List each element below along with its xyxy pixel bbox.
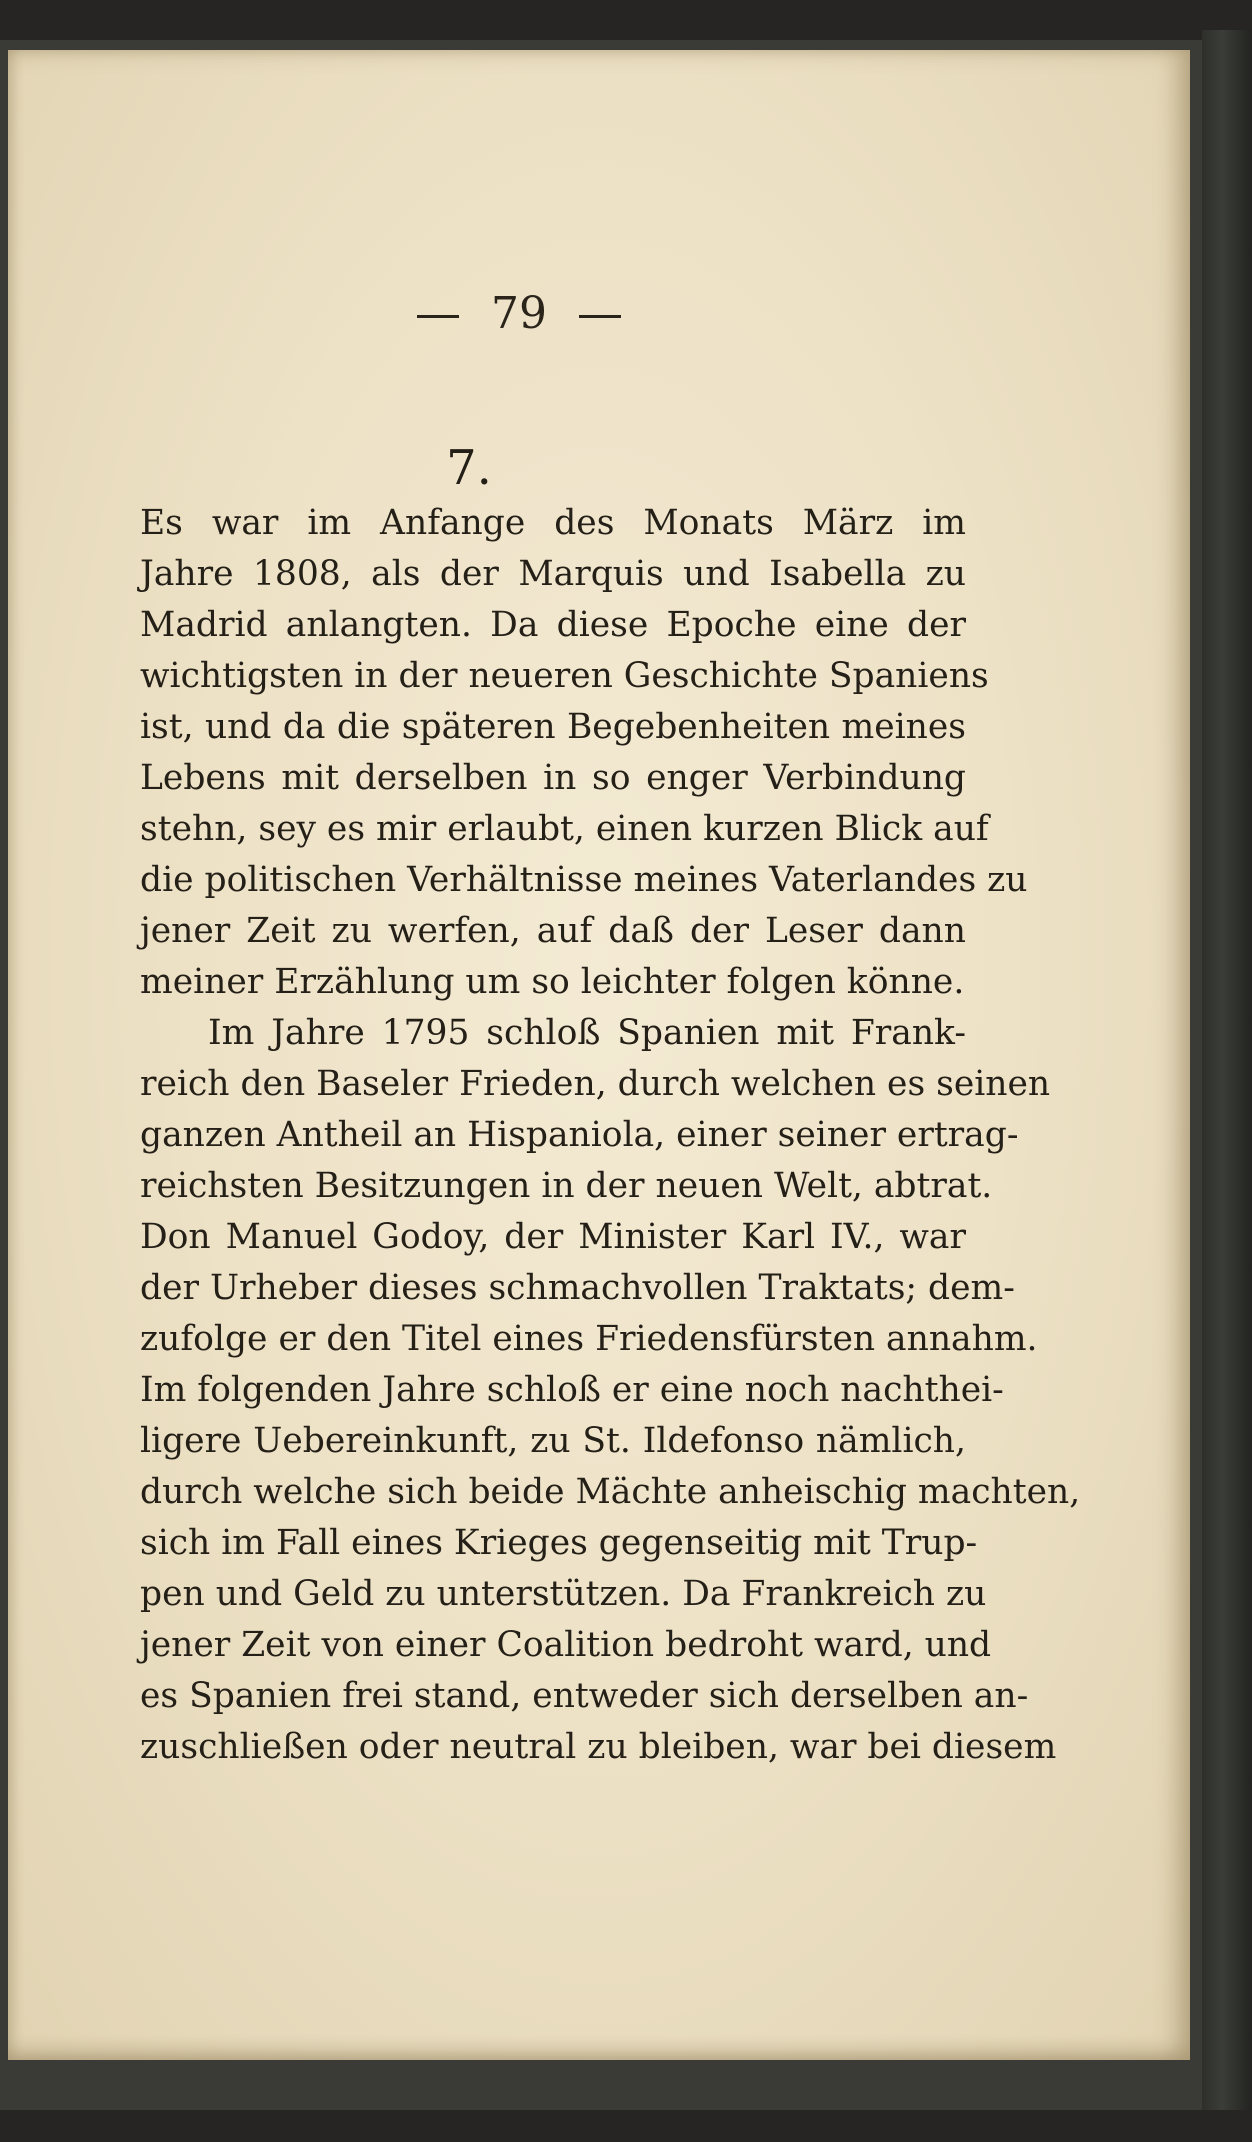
text-line: Im folgenden Jahre schloß er eine noch nachthei- xyxy=(140,1370,1004,1410)
text-line: durch welche sich beide Mächte anheischig machten, xyxy=(140,1472,1081,1512)
text-line: die politischen Verhältnisse meines Vaterlandes zu xyxy=(140,860,1028,900)
book-page xyxy=(8,50,1190,2060)
text-line: reichsten Besitzungen in der neuen Welt, abtrat. xyxy=(140,1166,993,1206)
header-dash-left xyxy=(417,315,459,318)
text-line: Don Manuel Godoy, der Minister Karl IV., war xyxy=(140,1217,966,1257)
text-line: Madrid anlangten. Da diese Epoche eine der xyxy=(140,605,966,645)
paragraph-2 xyxy=(140,1008,1081,1773)
page-number: 79 xyxy=(491,288,547,339)
text-line: stehn, sey es mir erlaubt, einen kurzen Blick auf xyxy=(140,809,989,849)
paragraph-1 xyxy=(140,498,1028,1008)
text-line: sich im Fall eines Krieges gegenseitig mit Trup- xyxy=(140,1523,978,1563)
header-dash-right xyxy=(579,315,621,318)
text-line: meiner Erzählung um so leichter folgen könne. xyxy=(140,962,965,1002)
text-line: Es war im Anfange des Monats März im xyxy=(140,503,966,543)
text-line: Im Jahre 1795 schloß Spanien mit Frank- xyxy=(208,1013,966,1053)
text-line: ganzen Antheil an Hispaniola, einer seiner ertrag- xyxy=(140,1115,1019,1155)
text-line: Lebens mit derselben in so enger Verbindung xyxy=(140,758,966,798)
text-line: reich den Baseler Frieden, durch welchen es seinen xyxy=(140,1064,1051,1104)
text-line: Jahre 1808, als der Marquis und Isabella zu xyxy=(140,554,966,594)
text-line: der Urheber dieses schmachvollen Traktats; dem- xyxy=(140,1268,1015,1308)
text-line: zufolge er den Titel eines Friedensfürsten annahm. xyxy=(140,1319,1038,1359)
text-line: es Spanien frei stand, entweder sich derselben an- xyxy=(140,1676,1029,1716)
chapter-number: 7. xyxy=(446,440,492,496)
page-header xyxy=(0,288,1110,339)
text-line: ligere Uebereinkunft, zu St. Ildefonso nämlich, xyxy=(140,1421,966,1461)
text-line: jener Zeit von einer Coalition bedroht ward, und xyxy=(140,1625,992,1665)
text-line: pen und Geld zu unterstützen. Da Frankreich zu xyxy=(140,1574,987,1614)
body-text xyxy=(140,498,1081,1773)
text-line: jener Zeit zu werfen, auf daß der Leser dann xyxy=(140,911,966,951)
text-line: wichtigsten in der neueren Geschichte Spaniens xyxy=(140,656,989,696)
book-cover-edge xyxy=(1202,30,1252,2110)
text-line: ist, und da die späteren Begebenheiten meines xyxy=(140,707,966,747)
text-line: zuschließen oder neutral zu bleiben, war bei diesem xyxy=(140,1727,1057,1767)
